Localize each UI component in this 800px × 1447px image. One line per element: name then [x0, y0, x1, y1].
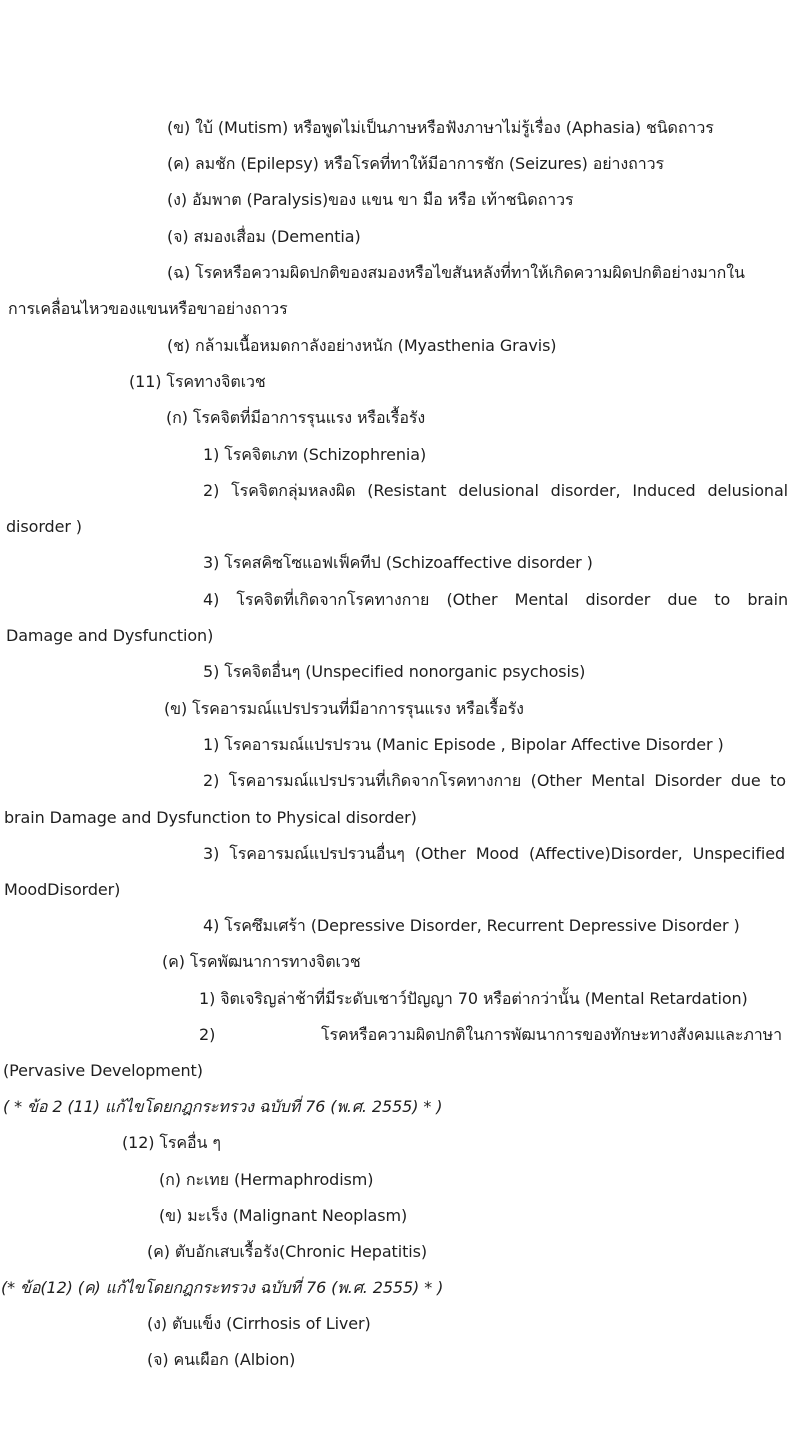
section-heading: (11) โรคทางจิตเวช [129, 372, 266, 391]
text-line: 4) โรคซึมเศร้า (Depressive Disorder, Recurrent Depressive Disorder ) [203, 916, 740, 935]
text-line: 5) โรคจิตอื่นๆ (Unspecified nonorganic psychosis) [203, 662, 586, 681]
text-line: (ก) โรคจิตที่มีอาการรุนแรง หรือเรื้อรัง [166, 408, 426, 427]
amendment-note: ( * ข้อ 2 (11) แก้ไขโดยกฎกระทรวง ฉบับที่ 76 (พ.ศ. 2555) * ) [3, 1097, 443, 1116]
text-line: (ง) ตับแข็ง (Cirrhosis of Liver) [147, 1314, 371, 1333]
text-line: 2) โรคอารมณ์แปรปรวนที่เกิดจากโรคทางกาย (Other Mental Disorder due to [203, 771, 786, 790]
text-line: (จ) สมองเสื่อม (Dementia) [167, 227, 361, 246]
text-line: 1) โรคจิตเภท (Schizophrenia) [203, 445, 427, 464]
text-line: 2) โรคจิตกลุ่มหลงผิด (Resistant delusional disorder, Induced delusional [203, 481, 788, 500]
text-line: (ข) ใบ้ (Mutism) หรือพูดไม่เป็นภาษหรือฟังภาษาไม่รู้เรื่อง (Aphasia) ชนิดถาวร [167, 118, 714, 137]
section-heading: (12) โรคอื่น ๆ [122, 1133, 221, 1152]
text-line: MoodDisorder) [4, 880, 121, 899]
text-line: (ค) โรคพัฒนาการทางจิตเวช [162, 952, 361, 971]
text-line: (ก) กะเทย (Hermaphrodism) [159, 1170, 374, 1189]
text-line: (ค) ตับอักเสบเรื้อรัง(Chronic Hepatitis) [147, 1242, 427, 1261]
text-line: (ช) กล้ามเนื้อหมดกาลังอย่างหนัก (Myasthenia Gravis) [167, 336, 557, 355]
text-line: (ข) โรคอารมณ์แปรปรวนที่มีอาการรุนแรง หรือเรื้อรัง [164, 699, 524, 718]
text-line: 3) โรคสคิซโซแอฟเฟ็คทีป (Schizoaffective disorder ) [203, 553, 593, 572]
text-line: (ข) มะเร็ง (Malignant Neoplasm) [159, 1206, 408, 1225]
text-line: 4) โรคจิตที่เกิดจากโรคทางกาย (Other Mental disorder due to brain [203, 590, 788, 609]
text-line: 1) โรคอารมณ์แปรปรวน (Manic Episode , Bipolar Affective Disorder ) [203, 735, 724, 754]
text-line: brain Damage and Dysfunction to Physical disorder) [4, 808, 417, 827]
text-line: disorder ) [6, 517, 82, 536]
text-line: การเคลื่อนไหวของแขนหรือขาอย่างถาวร [8, 299, 288, 318]
amendment-note: (* ข้อ(12) (ค) แก้ไขโดยกฎกระทรวง ฉบับที่ 76 (พ.ศ. 2555) * ) [1, 1278, 444, 1297]
text-line: (ง) อัมพาต (Paralysis)ของ แขน ขา มือ หรือ เท้าชนิดถาวร [167, 190, 574, 209]
text-line: (จ) คนเผือก (Albion) [147, 1350, 296, 1369]
text-line: 2) โรคหรือความผิดปกติในการพัฒนาการของทักษะทางสังคมและภาษา [199, 1025, 782, 1044]
text-line: 3) โรคอารมณ์แปรปรวนอื่นๆ (Other Mood (Affective)Disorder, Unspecified [203, 844, 785, 863]
text-line: (ฉ) โรคหรือความผิดปกติของสมองหรือไขสันหลังที่ทาให้เกิดความผิดปกติอย่างมากใน [167, 263, 745, 282]
text-line: 1) จิตเจริญล่าช้าที่มีระดับเชาว์ปัญญา 70 หรือต่ากว่านั้น (Mental Retardation) [199, 989, 748, 1008]
text-line: (Pervasive Development) [3, 1061, 203, 1080]
text-line: Damage and Dysfunction) [6, 626, 214, 645]
text-line: (ค) ลมชัก (Epilepsy) หรือโรคที่ทาให้มีอาการชัก (Seizures) อย่างถาวร [167, 154, 664, 173]
